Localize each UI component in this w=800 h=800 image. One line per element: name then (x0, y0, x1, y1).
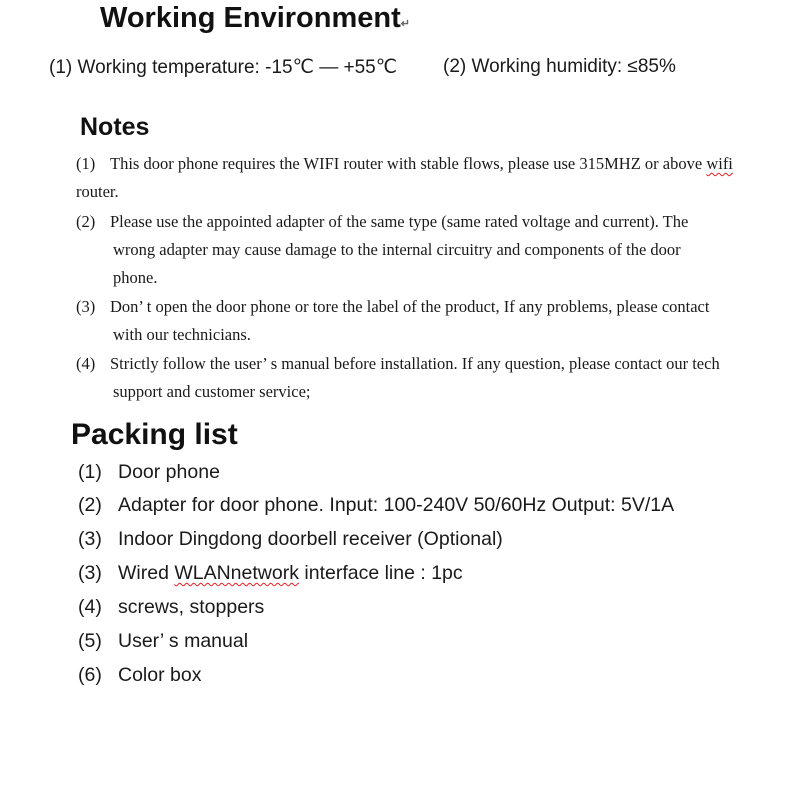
working-temperature-text: (1) Working temperature: -15℃ — +55℃ (49, 57, 398, 78)
note-item-text: This door phone requires the WIFI router with stable flows, please use 315MHZ or above (110, 154, 707, 173)
note-item-line (110, 154, 733, 174)
packing-item-number: (6) (78, 664, 102, 686)
note-item-line: wrong adapter may cause damage to the internal circuitry and components of the door (113, 240, 681, 259)
packing-item-text-part: Wired (118, 562, 175, 584)
note-item-number: (2) (76, 212, 96, 231)
packing-item-text (118, 562, 463, 585)
packing-item-number: (1) (78, 461, 102, 483)
packing-item-text: screws, stoppers (118, 596, 265, 618)
packing-item-number: (3) (78, 528, 102, 550)
packing-item-text: Door phone (118, 461, 220, 483)
note-item-line: with our technicians. (113, 325, 251, 344)
notes-title: Notes (80, 113, 150, 141)
packing-item-number: (2) (78, 494, 102, 516)
note-item-line: Don’ t open the door phone or tore the label of the product, If any problems, please contact (110, 297, 710, 316)
packing-item-text: User’ s manual (118, 630, 249, 652)
packing-item-text: Adapter for door phone. Input: 100-240V 50/60Hz Output: 5V/1A (118, 494, 675, 516)
spellcheck-word: WLANnetwork (174, 562, 299, 584)
note-item-number: (4) (76, 354, 96, 373)
note-item-number: (1) (76, 154, 96, 173)
packing-item-text: Indoor Dingdong doorbell receiver (Optional) (118, 528, 503, 550)
working-humidity-text: (2) Working humidity: ≤85% (443, 56, 676, 77)
spellcheck-word: wifi (706, 154, 733, 173)
packing-item-text-part: interface line : 1pc (298, 562, 463, 584)
working-environment-heading (100, 2, 410, 35)
packing-item-number: (4) (78, 596, 102, 618)
packing-item-text: Color box (118, 664, 202, 686)
note-item-line: Please use the appointed adapter of the same type (same rated voltage and current). The (110, 212, 689, 231)
note-item-line: phone. (113, 268, 158, 287)
note-item-line: Strictly follow the user’ s manual before installation. If any question, please contact our tech (110, 354, 720, 373)
note-item-number: (3) (76, 297, 96, 316)
return-mark-icon: ↵ (400, 18, 410, 30)
working-environment-title: Working Environment (100, 2, 401, 34)
packing-item-number: (5) (78, 630, 102, 652)
packing-list-title: Packing list (71, 418, 238, 451)
note-item-line: support and customer service; (113, 382, 311, 401)
note-item-line: router. (76, 182, 119, 201)
packing-item-number: (3) (78, 562, 102, 584)
